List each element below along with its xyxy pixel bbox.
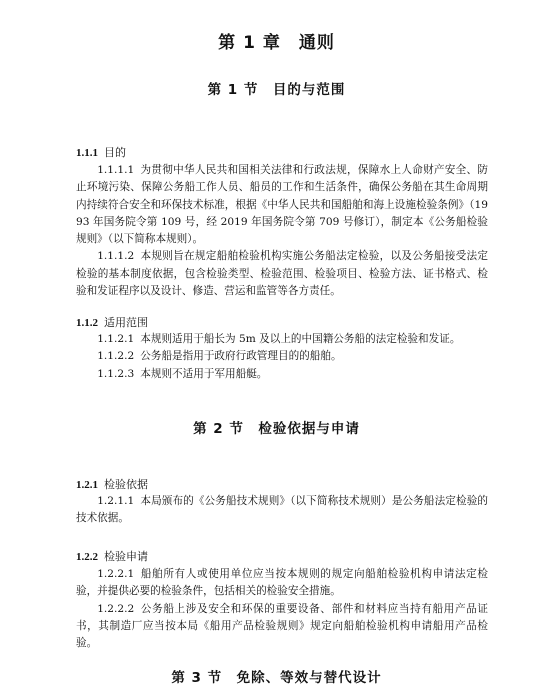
paragraph-1-2-1-1 bbox=[76, 493, 488, 528]
subsection-number: 1.1.1 bbox=[76, 147, 98, 159]
paragraph-number: 1.1.2.3 bbox=[97, 367, 135, 380]
paragraph-number: 1.1.2.2 bbox=[97, 350, 135, 363]
paragraph-text: 本规则旨在规定船舶检验机构实施公务船法定检验，以及公务船接受法定检验的基本制度依据，包含检验类型、检验范围、检验项目、检验方法、证书格式、检验和发证程序以及设计、修造、营运和监管等各方责任。 bbox=[76, 250, 488, 298]
paragraph-1-1-2-1 bbox=[76, 331, 488, 383]
paragraph-1-2-2-1 bbox=[76, 566, 488, 652]
subsection-heading-1-1-2 bbox=[76, 314, 148, 330]
paragraph-text: 公务船上涉及安全和环保的重要设备、部件和材料应当持有船用产品证书，其制造厂应当按本局《船用产品检验规则》规定向船舶检验机构申请船用产品检验。 bbox=[76, 602, 488, 650]
paragraph-text: 本规则适用于船长为 5m 及以上的中国籍公务船的法定检验和发证。 bbox=[140, 333, 461, 345]
paragraph-1-1-2-2 bbox=[76, 348, 488, 365]
paragraph-number: 1.2.2.1 bbox=[97, 568, 135, 580]
subsection-heading-1-2-1 bbox=[76, 476, 148, 492]
chapter-title: 第 1 章 通则 bbox=[218, 33, 335, 53]
paragraph-1-1-2-3 bbox=[76, 366, 488, 383]
paragraph-text: 公务船是指用于政府行政管理目的的船舶。 bbox=[140, 350, 342, 363]
subsection-number: 1.2.2 bbox=[76, 551, 98, 563]
section-title-1: 第 1 节 目的与范围 bbox=[207, 82, 346, 98]
paragraph-1-1-1-1 bbox=[76, 162, 488, 300]
paragraph-number: 1.2.1.1 bbox=[97, 495, 135, 507]
subsection-title: 检验依据 bbox=[104, 478, 148, 491]
subsection-title: 目的 bbox=[104, 146, 126, 159]
subsection-title: 检验申请 bbox=[104, 550, 148, 563]
paragraph-text: 为贯彻中华人民共和国相关法律和行政法规，保障水上人命财产安全、防止环境污染、保障公务船工作人员、船员的工作和生活条件，确保公务船在其生命周期内持续符合安全和环保技术标准，根据《中华人民共和国船舶和海上设施检验条例》（1993 年国务院令第 109 号，经 2019 年国务院令第 709 号修订），制定本《公务船检验规则》（以下简称本规则）。 bbox=[76, 164, 488, 246]
paragraph-number: 1.2.2.2 bbox=[97, 602, 135, 615]
subsection-heading-1-2-2 bbox=[76, 548, 148, 564]
subsection-heading-1-1-1 bbox=[76, 144, 126, 160]
subsection-number: 1.1.2 bbox=[76, 317, 98, 329]
section-title-2: 第 2 节 检验依据与申请 bbox=[193, 421, 360, 437]
subsection-title: 适用范围 bbox=[104, 316, 148, 329]
paragraph-text: 本局颁布的《公务船技术规则》（以下简称技术规则）是公务船法定检验的技术依据。 bbox=[76, 495, 488, 525]
paragraph-text: 船舶所有人或使用单位应当按本规则的规定向船舶检验机构申请法定检验，并提供必要的检验条件，包括相关的检验安全措施。 bbox=[76, 568, 488, 598]
paragraph-number: 1.1.1.1 bbox=[97, 164, 135, 176]
paragraph-1-1-1-2 bbox=[76, 248, 488, 300]
paragraph-1-2-2-2 bbox=[76, 601, 488, 653]
subsection-number: 1.2.1 bbox=[76, 479, 98, 491]
paragraph-text: 本规则不适用于军用船艇。 bbox=[140, 367, 268, 380]
paragraph-number: 1.1.1.2 bbox=[97, 250, 135, 263]
paragraph-number: 1.1.2.1 bbox=[97, 333, 135, 345]
section-title-3: 第 3 节 免除、等效与替代设计 bbox=[171, 670, 382, 686]
